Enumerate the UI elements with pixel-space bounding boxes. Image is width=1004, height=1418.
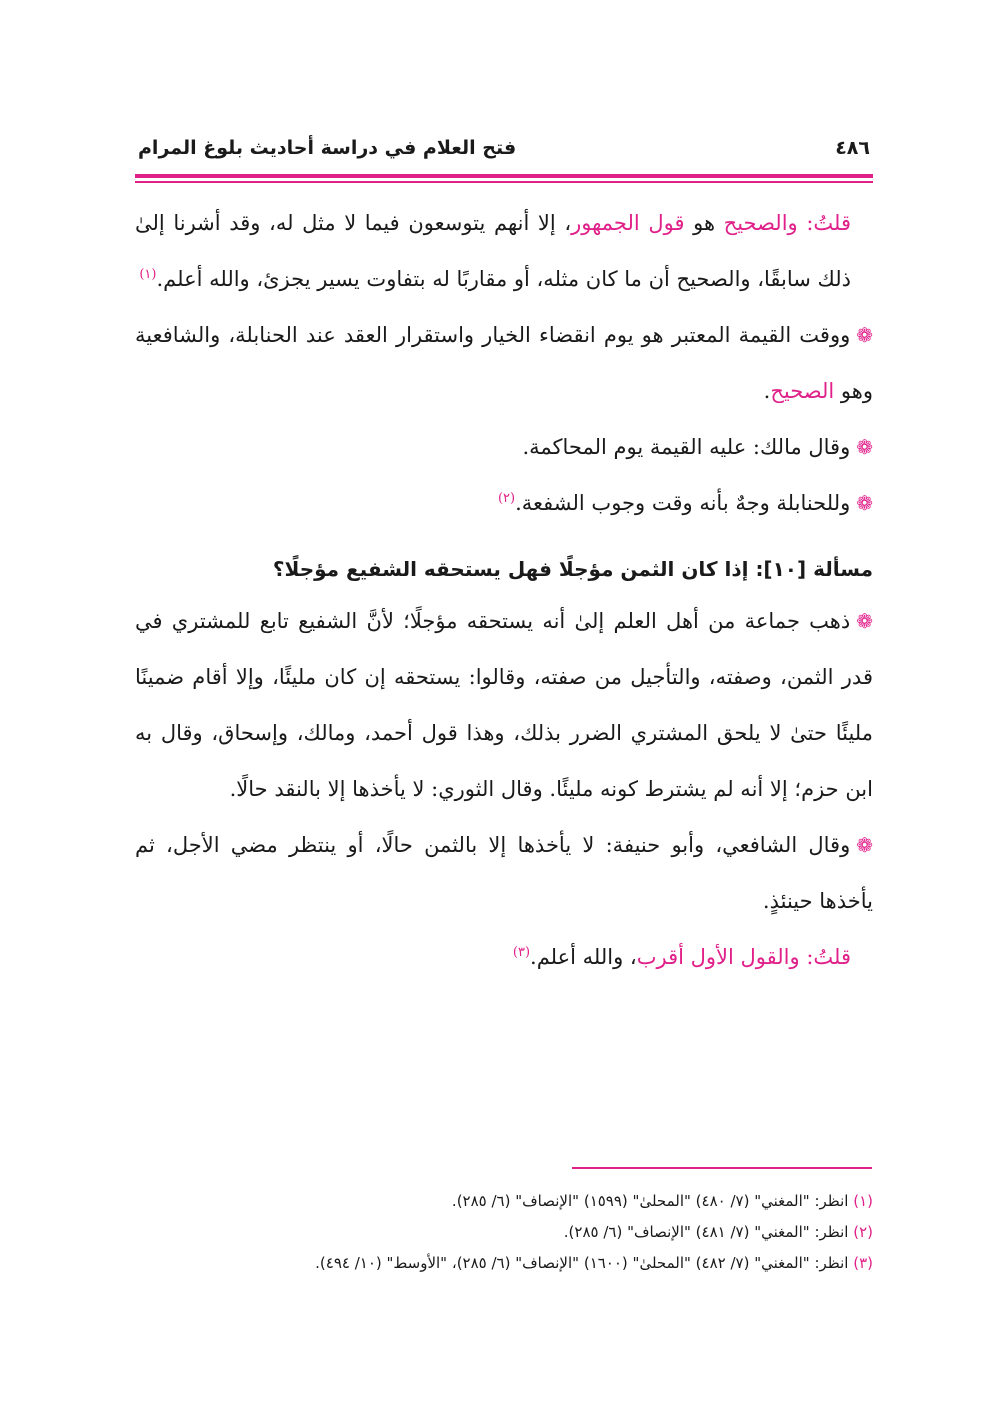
- paragraph-2: [135, 307, 873, 419]
- paragraph-4: [135, 475, 873, 531]
- footnote-text: انظر: "المغني" (٧/ ٤٨١) "الإنصاف" (٦/ ٢٨٥).: [563, 1223, 849, 1241]
- page-header: [138, 128, 870, 168]
- header-rule-thin: [135, 181, 873, 183]
- footnote-3: [135, 1248, 873, 1279]
- p4-text: وللحنابلة وجهٌ بأنه وقت وجوب الشفعة.: [515, 491, 851, 515]
- footnote-2: [135, 1217, 873, 1248]
- p2-text: ووقت القيمة المعتبر هو يوم انقضاء الخيار واستقرار العقد عند الحنابلة، والشافعية وهو: [135, 323, 873, 403]
- question-label: مسألة [١٠]:: [755, 557, 873, 581]
- footnote-ref-1[interactable]: (١): [139, 267, 157, 282]
- page-number: ٤٨٦: [835, 137, 870, 159]
- flower-bullet-icon: ❁: [856, 491, 873, 515]
- paragraph-5: [135, 593, 873, 817]
- paragraph-6: [135, 817, 873, 929]
- main-text: [135, 195, 873, 985]
- p1-highlight-b: قول الجمهور: [571, 211, 685, 235]
- qultu-label: قلتُ:: [806, 211, 851, 235]
- paragraph-1: [135, 195, 873, 307]
- footnote-number: (٣): [853, 1254, 873, 1272]
- p3-text: وقال مالك: عليه القيمة يوم المحاكمة.: [522, 435, 851, 459]
- question-heading: [135, 545, 873, 593]
- footnote-separator: [572, 1167, 872, 1169]
- p2-highlight: الصحيح: [770, 379, 835, 403]
- book-title: فتح العلام في دراسة أحاديث بلوغ المرام: [138, 137, 517, 159]
- footnote-text: انظر: "المغني" (٧/ ٤٨٢) "المحلىٰ" (١٦٠٠) "الإنصاف" (٦/ ٢٨٥)، "الأوسط" (١٠/ ٤٩٤).: [315, 1254, 849, 1272]
- p5-text: ذهب جماعة من أهل العلم إلىٰ أنه يستحقه مؤجلًا؛ لأنَّ الشفيع تابع للمشتري في قدر الثمن، وصفته، والتأجيل من صفته، وقالوا: يستحقه إن كان مليئًا، وإلا أقام ضمينًا مليئًا حتىٰ لا يلحق المشتري الضرر بذلك، وهذا قول أحمد، ومالك، وإسحاق، وقال به ابن حزم؛ إلا أنه لم يشترط كونه مليئًا. وقال الثوري: لا يأخذها إلا بالنقد حالًا.: [135, 609, 873, 801]
- qultu-label: قلتُ:: [806, 945, 851, 969]
- footnote-text: انظر: "المغني" (٧/ ٤٨٠) "المحلىٰ" (١٥٩٩) "الإنصاف" (٦/ ٢٨٥).: [451, 1192, 849, 1210]
- paragraph-7: [135, 929, 873, 985]
- footnote-number: (١): [853, 1192, 873, 1210]
- footnote-ref-2[interactable]: (٢): [497, 491, 516, 506]
- p1-text-b: ، إلا أنهم يتوسعون فيما لا مثل له، وقد أشرنا إلىٰ ذلك سابقًا، والصحيح أن ما كان مثله، أو مقاربًا له بتفاوت يسير يجزئ، والله أعلم.: [135, 211, 851, 291]
- flower-bullet-icon: ❁: [856, 609, 873, 633]
- p6-text: وقال الشافعي، وأبو حنيفة: لا يأخذها إلا بالثمن حالًا، أو ينتظر مضي الأجل، ثم يأخذها حينئذٍ.: [135, 833, 873, 913]
- p7-highlight: والقول الأول أقرب: [636, 945, 800, 969]
- p7-text: ، والله أعلم.: [530, 945, 637, 969]
- paragraph-3: [135, 419, 873, 475]
- flower-bullet-icon: ❁: [856, 435, 873, 459]
- p1-highlight-a: والصحيح: [723, 211, 798, 235]
- footnote-1: [135, 1186, 873, 1217]
- footnotes: [135, 1186, 873, 1279]
- header-rule-thick: [135, 174, 873, 178]
- p2-end: .: [763, 379, 771, 403]
- question-text: إذا كان الثمن مؤجلًا فهل يستحقه الشفيع مؤجلًا؟: [272, 557, 749, 581]
- footnote-number: (٢): [853, 1223, 873, 1241]
- flower-bullet-icon: ❁: [856, 323, 873, 347]
- footnote-ref-3[interactable]: (٣): [512, 945, 531, 960]
- p1-text-a: هو: [684, 211, 724, 235]
- flower-bullet-icon: ❁: [856, 833, 873, 857]
